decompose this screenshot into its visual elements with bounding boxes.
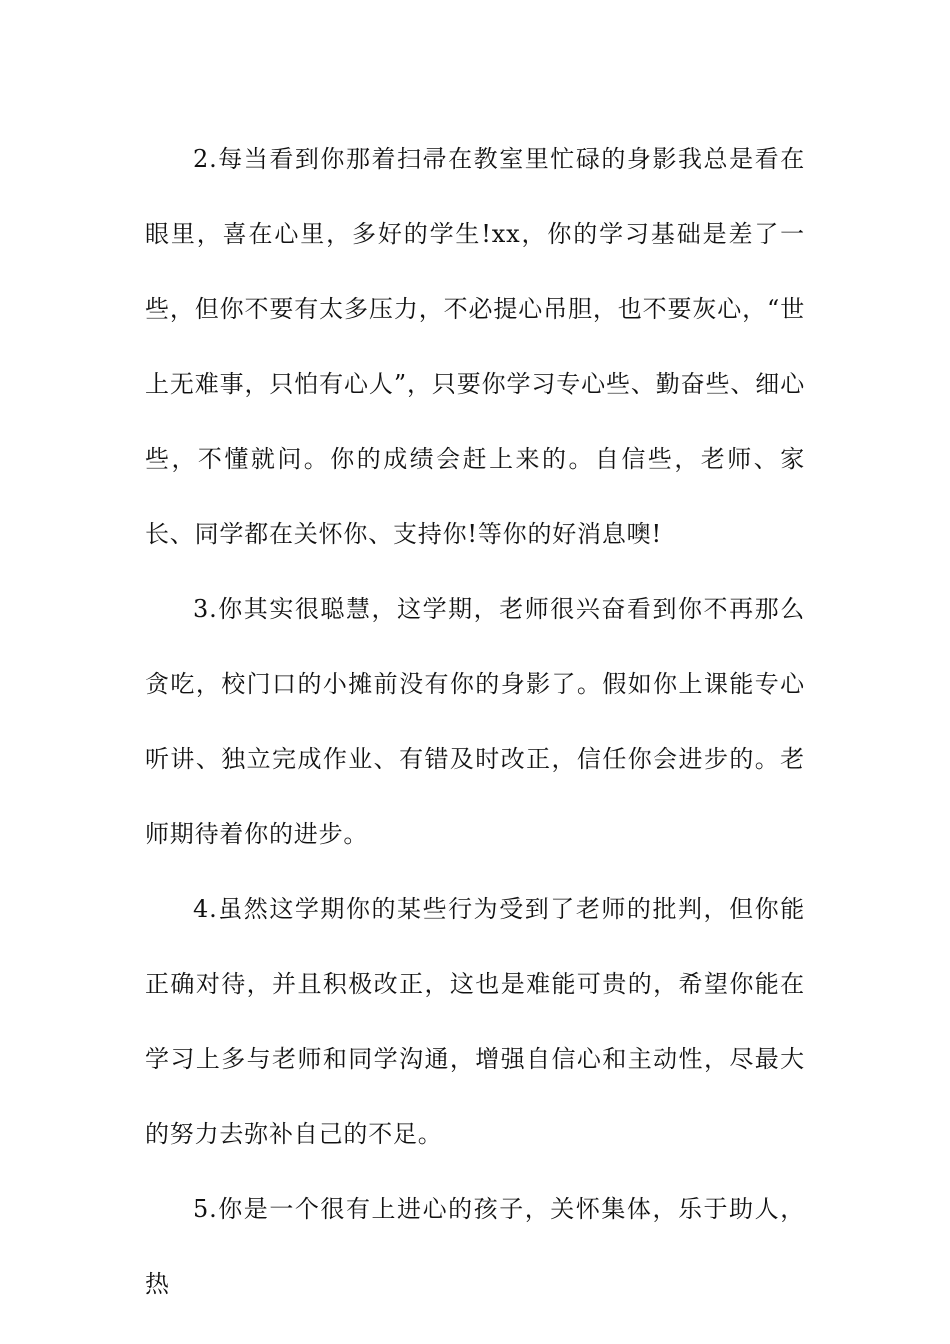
document-body [145, 122, 805, 1322]
paragraph-3: 3.你其实很聪慧，这学期，老师很兴奋看到你不再那么贪吃，校门口的小摊前没有你的身影了。假如你上课能专心听讲、独立完成作业、有错及时改正，信任你会进步的。老师期待着你的进步。 [145, 595, 805, 848]
paragraph-2: 2.每当看到你那着扫帚在教室里忙碌的身影我总是看在眼里，喜在心里，多好的学生!xx，你的学习基础是差了一些，但你不要有太多压力，不必提心吊胆，也不要灰心，“世上无难事，只怕有心人”，只要你学习专心些、勤奋些、细心些，不懂就问。你的成绩会赶上来的。自信些，老师、家长、同学都在关怀你、支持你!等你的好消息噢! [145, 145, 805, 548]
paragraph-5: 5.你是一个很有上进心的孩子，关怀集体，乐于助人，热 [145, 1195, 805, 1298]
paragraph-4: 4.虽然这学期你的某些行为受到了老师的批判，但你能正确对待，并且积极改正，这也是难能可贵的，希望你能在学习上多与老师和同学沟通，增强自信心和主动性，尽最大的努力去弥补自己的不足。 [145, 895, 805, 1148]
